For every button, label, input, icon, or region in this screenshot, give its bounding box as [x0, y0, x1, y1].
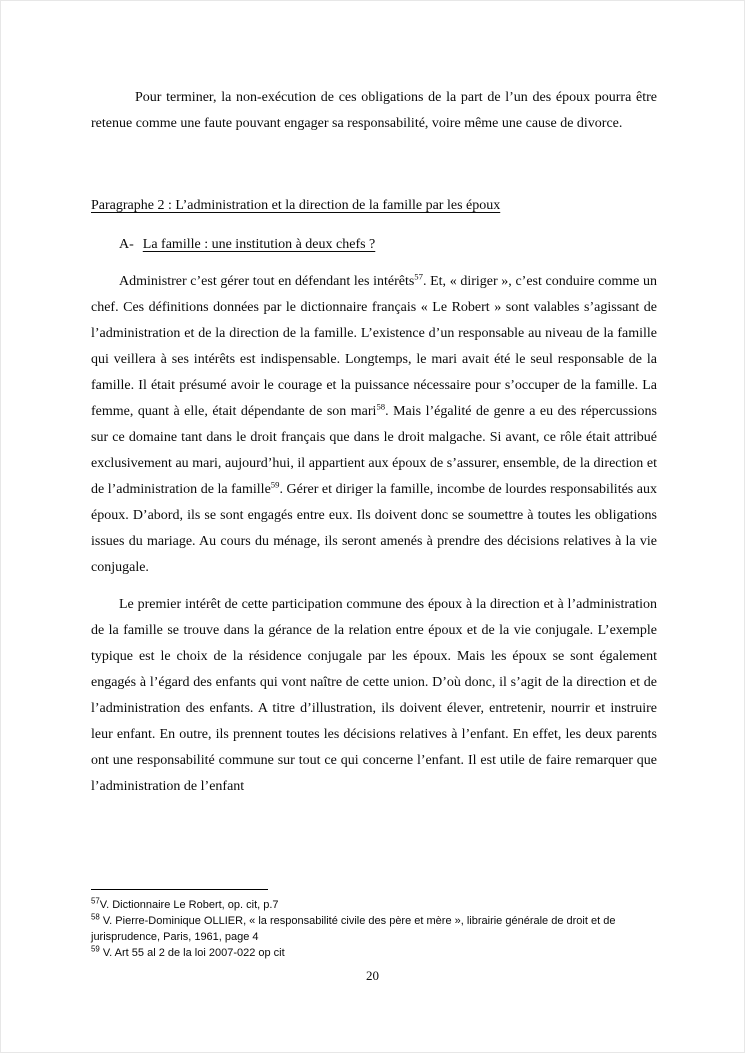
page-number: 20 — [366, 968, 379, 983]
paragraph-interest: Le premier intérêt de cette participation commune des époux à la direction et à l’administration de la famille se trouve dans la gérance de la relation entre époux et de la vie conjugale. L’exemple typique est le choix de la résidence conjugale par les époux. Mais les époux se sont également engagés à l’égard des enfants qui vont naître de cette union. D’où donc, il s’agit de la direction et de l’administration des enfants. A titre d’illustration, ils doivent élever, entretenir, nourrir et instruire leur enfant. En outre, ils prennent toutes les décisions relatives à l’enfant. En effet, les deux parents ont une responsabilité commune sur tout ce qui concerne l’enfant. Il est utile de faire remarquer que l’administration de l’enfant — [91, 597, 657, 794]
footnotes-section — [91, 889, 657, 961]
footnote-text-59: V. Art 55 al 2 de la loi 2007-022 op cit — [99, 947, 285, 959]
paragraph-administration: Administrer c’est gérer tout en défendant les intérêts$^{57}$. Et, « diriger », c’est conduire comme un chef. Ces définitions données par le dictionnaire français « Le Robert » sont valables s’agissant de l’administration et de la direction de la famille. L’existence d’un responsable au niveau de la famille qui veillera à ses intérêts est indispensable. Longtemps, le mari avait été le seul responsable de la famille. Il était présumé avoir le courage et la puissance nécessaire pour s’occuper de la famille. La femme, quant à elle, était dépendante de son mari$^{58}$. Mais l’égalité de genre a eu des répercussions sur ce domaine tant dans le droit français que dans le droit malgache. Si avant, ce rôle était attribué exclusivement au mari, aujourd’hui, il appartient aux époux de s’assurer, ensemble, de la direction et de l’administration de la famille$^{59}$. Gérer et diriger la famille, incombe de lourdes responsabilités aux époux. D’abord, ils se sont engagés entre eux. Ils doivent donc se soumettre à toutes les obligations issues du mariage. Au cours du ménage, ils seront amenés à prendre des décisions relatives à la vie conjugale. — [91, 271, 658, 575]
footnote-text-58: V. Pierre-Dominique OLLIER, « la responsabilité civile des père et mère », librairie générale de droit et de jurisprudence, Paris, 1961, page 4 — [91, 915, 616, 943]
page-content — [91, 85, 657, 800]
footnote-number-57: 57 — [91, 896, 100, 906]
footnote-separator — [91, 889, 268, 890]
footnote-59 — [91, 945, 657, 961]
subsection-title: La famille : une institution à deux chefs ? — [142, 237, 376, 252]
intro-paragraph: Pour terminer, la non-exécution de ces obligations de la part de l’un des époux pourra être retenue comme une faute pouvant engager sa responsabilité, voire même une cause de divorce. — [91, 90, 657, 131]
footnote-text-57: V. Dictionnaire Le Robert, op. cit, p.7 — [99, 899, 279, 911]
footnote-reference: 58 — [376, 401, 386, 412]
footnote-58 — [91, 913, 657, 945]
footnote-reference: 59 — [270, 479, 280, 490]
subsection-heading — [91, 232, 657, 258]
footnote-57 — [91, 897, 657, 913]
footnote-number-58: 58 — [91, 912, 100, 922]
footnote-number-59: 59 — [91, 944, 100, 954]
subsection-prefix: A- — [119, 237, 134, 252]
footnote-reference: 57 — [414, 271, 423, 282]
section-heading: Paragraphe 2 : L’administration et la direction de la famille par les époux — [91, 198, 501, 213]
